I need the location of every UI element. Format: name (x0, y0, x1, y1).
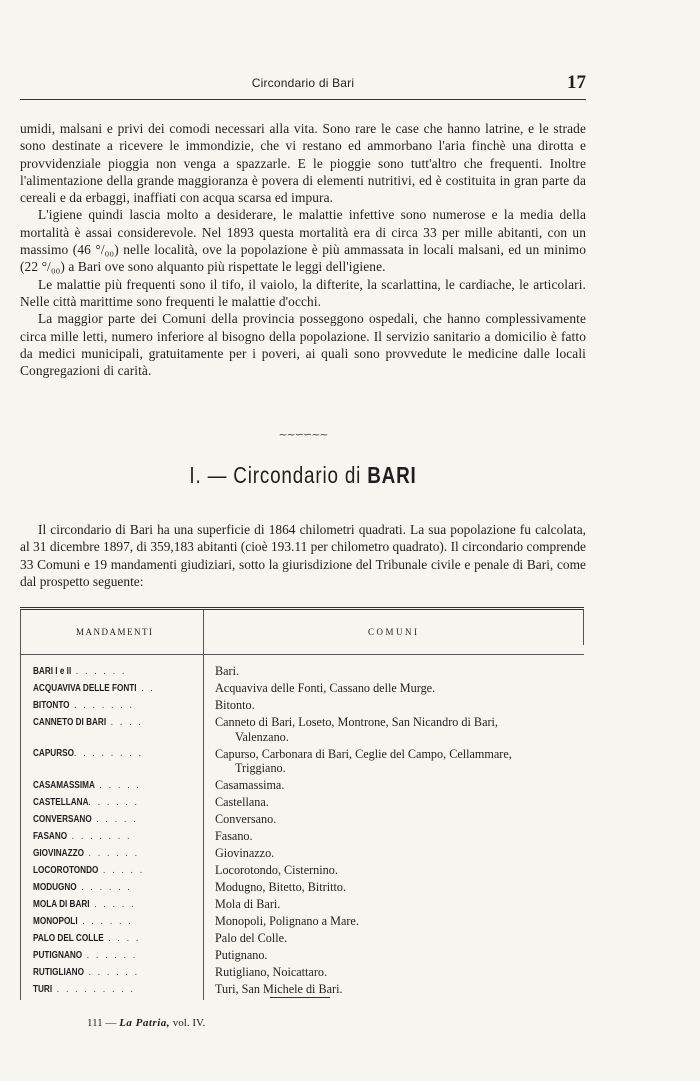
running-title: Circondario di Bari (251, 76, 355, 90)
comuni-text: Casamassima. (215, 778, 285, 793)
comuni-list (215, 913, 575, 930)
mandamento-label: BITONTO (33, 698, 70, 711)
comuni-text: Acquaviva delle Fonti, Cassano delle Murge. (215, 681, 436, 696)
comuni-list (215, 896, 575, 913)
leader-dots: . . . . . . (88, 795, 140, 808)
table-border (583, 610, 584, 645)
leader-dots: . . . . . (98, 863, 145, 876)
table-row (20, 811, 584, 828)
mandamento-label: CONVERSANO (33, 812, 92, 825)
mandamento-label: MOLA DI BARI (33, 897, 90, 910)
mandamento-name (33, 913, 164, 930)
leader-dots: . . . . . . (76, 880, 133, 893)
comuni-text: Locorotondo, Cisternino. (215, 863, 338, 878)
comuni-list (215, 862, 575, 879)
table-row (20, 777, 584, 794)
mandamento-name (33, 845, 164, 862)
leader-dots: . . . . . . . (67, 829, 132, 842)
comuni-text: Canneto di Bari, Loseto, Montrone, San Nicandro di Bari, (215, 715, 498, 730)
mandamento-name (33, 828, 164, 845)
comuni-text: Conversano. (215, 812, 277, 827)
comuni-list (215, 947, 575, 964)
comuni-text: Giovinazzo. (215, 846, 275, 861)
mandamento-label: CANNETO DI BARI (33, 715, 107, 728)
leader-dots: . . . . . . (82, 948, 138, 961)
mandamento-label: PUTIGNANO (33, 948, 83, 961)
mandamento-label: CASTELLANA (33, 795, 89, 808)
paragraph: Il circondario di Bari ha una superficie di 1864 chilometri quadrati. La sua popolazione fu calcolata, al 31 dicembre 1897, di 359,183 abitanti (cioè 193.11 per chilometro quadrato). Il circondario comprende 33 Comuni e 19 mandamenti giudiziari, sotto la giurisdizione del Tribunale civile e penale di Bari, come dal prospetto seguente: (20, 522, 586, 589)
comuni-text: Bari. (215, 664, 240, 679)
section-title (55, 462, 552, 489)
comuni-text: Castellana. (215, 795, 269, 810)
header-rule (20, 99, 586, 100)
leader-dots: . . . . . (94, 778, 142, 791)
section-title-prefix: I. — Circondario di (189, 462, 368, 488)
section-title-name: BARI (367, 462, 417, 488)
comuni-list (215, 697, 575, 714)
comuni-text: Putignano. (215, 947, 268, 962)
leader-dots: . . . . . . (77, 914, 133, 927)
mandamento-name (33, 680, 164, 697)
comuni-continuation: Triggiano. (235, 761, 286, 776)
comuni-text: Bitonto. (215, 698, 255, 713)
mandamento-label: PALO DEL COLLE (33, 931, 104, 944)
mandamento-label: LOCOROTONDO (33, 863, 99, 876)
mandamento-name (33, 794, 164, 811)
table-row (20, 862, 584, 879)
mandamento-name (33, 714, 164, 731)
leader-dots: . . . . (106, 715, 144, 728)
comuni-text: Turi, San Michele di Bari. (215, 981, 343, 996)
mandamento-name (33, 777, 164, 794)
paragraph: La maggior parte dei Comuni della provincia posseggono ospedali, che hanno complessivamente circa mille letti, numero inferiore al bisogno della popolazione. Il servizio sanitario a domicilio è fatto da medici municipali, gratuitamente per i poveri, ai quali sono provvedute le medicine dalle locali Congregazioni di carità. (20, 311, 586, 379)
table-row (20, 680, 584, 697)
mandamento-name (33, 663, 164, 680)
mandamento-label: MODUGNO (33, 880, 77, 893)
paragraph: L'igiene quindi lascia molto a desiderare, le malattie infettive sono numerose e la media della mortalità è assai considerevole. Nel 1893 questa mortalità era di circa 33 per mille abitanti, con un massimo (46 °/₀₀) nelle località, ove la popolazione è più ammassata in locali malsani, ed un minimo (22 °/₀₀) a Bari ove sono alquanto più rispettate le leggi dell'igiene. (20, 207, 586, 275)
page-header (20, 72, 586, 96)
section-intro (20, 521, 586, 590)
comuni-text: Monopoli, Polignano a Mare. (215, 913, 359, 928)
mandamento-label: ACQUAVIVA DELLE FONTI (33, 681, 137, 694)
leader-dots: . . . . . . (83, 846, 140, 859)
table-row (20, 896, 584, 913)
table-row (20, 697, 584, 714)
comuni-list (215, 794, 575, 811)
leader-dots: . . . . . . (71, 665, 127, 677)
table-row (20, 947, 584, 964)
paragraph: umidi, malsani e privi dei comodi necessari alla vita. Sono rare le case che hanno latrine, e le strade sono destinate a ricevere le immondizie, che vi restano ed ammorbano l'aria finchè una dirotta e provvidenziale pioggia non venga a spazzarle. E le pioggie sono tutt'altro che frequenti. Inoltre l'alimentazione della grande maggioranza è povera di elementi nutritivi, ed è costituita in gran parte da cereali e da erbaggi, inaffiati con acqua scarsa ed impura. (20, 121, 586, 206)
leader-dots: . . . . (103, 931, 141, 944)
comuni-list (215, 964, 575, 981)
leader-dots: . . . . . . . . (73, 747, 144, 760)
mandamento-name (33, 811, 164, 828)
comuni-continuation: Valenzano. (235, 729, 289, 744)
table-row (20, 930, 584, 947)
table-row (20, 981, 584, 998)
mandamento-name (33, 879, 164, 896)
mandamento-label: GIOVINAZZO (33, 846, 84, 859)
mandamento-label: CAPURSO (33, 747, 74, 760)
mandamento-name (33, 964, 164, 981)
page-number: 17 (567, 72, 586, 93)
leader-dots: . . . . . . . . . (52, 982, 136, 995)
footer-number: 111 — (87, 1017, 120, 1029)
comuni-text: Rutigliano, Noicattaro. (215, 964, 328, 979)
comuni-list (215, 663, 575, 680)
mandamento-label: BARI I e II (33, 665, 72, 677)
table-row (20, 714, 584, 745)
comuni-text: Modugno, Bitetto, Bitritto. (215, 880, 347, 895)
table-row (20, 913, 584, 930)
mandamenti-table (20, 607, 584, 1000)
table-row (20, 663, 584, 680)
comuni-list (215, 714, 575, 745)
footer-publication: La Patria, (119, 1017, 171, 1029)
mandamento-label: FASANO (33, 829, 68, 842)
leader-dots: . . . . . . . (69, 698, 135, 711)
column-header-comuni: COMUNI (368, 627, 420, 637)
mandamento-label: MONOPOLI (33, 914, 78, 927)
ornament-divider: ~~∽∽~~ (278, 428, 328, 441)
comuni-text: Fasano. (215, 829, 253, 844)
table-row (20, 828, 584, 845)
comuni-list (215, 930, 575, 947)
footer-rule (270, 997, 330, 998)
column-header-mandamenti: MANDAMENTI (76, 627, 154, 637)
mandamento-label: TURI (33, 982, 53, 995)
leader-dots: . . . . . (91, 812, 138, 825)
comuni-list (215, 845, 575, 862)
mandamento-label: CASAMASSIMA (33, 778, 95, 791)
paragraph: Le malattie più frequenti sono il tifo, il vaiolo, la difterite, la scarlattina, le cardiache, le articolari. Nelle città marittime sono frequenti le malattie d'occhi. (20, 276, 586, 309)
mandamento-name (33, 981, 164, 998)
table-row (20, 845, 584, 862)
mandamento-name (33, 745, 164, 762)
footer-volume: vol. IV. (170, 1017, 206, 1029)
mandamento-name (33, 862, 164, 879)
table-row (20, 745, 584, 776)
comuni-list (215, 879, 575, 896)
page-footer (87, 1017, 205, 1029)
table-body (20, 663, 584, 998)
comuni-text: Mola di Bari. (215, 897, 281, 911)
mandamento-name (33, 947, 164, 964)
comuni-list (215, 745, 575, 776)
table-row (20, 964, 584, 981)
header-rule (20, 654, 584, 655)
mandamento-label: RUTIGLIANO (33, 965, 84, 978)
comuni-list (215, 811, 575, 828)
comuni-list (215, 777, 575, 794)
mandamento-name (33, 697, 164, 714)
leader-dots: . . . . . (89, 897, 136, 910)
comuni-text: Palo del Colle. (215, 930, 288, 945)
table-row (20, 794, 584, 811)
body-text (20, 120, 586, 379)
comuni-list (215, 828, 575, 845)
leader-dots: . . (136, 681, 156, 694)
mandamento-name (33, 896, 164, 913)
table-row (20, 879, 584, 896)
mandamento-name (33, 930, 164, 947)
leader-dots: . . . . . . (83, 965, 140, 978)
comuni-list (215, 981, 575, 998)
comuni-text: Capurso, Carbonara di Bari, Ceglie del Campo, Cellammare, (215, 746, 512, 761)
comuni-list (215, 680, 575, 697)
